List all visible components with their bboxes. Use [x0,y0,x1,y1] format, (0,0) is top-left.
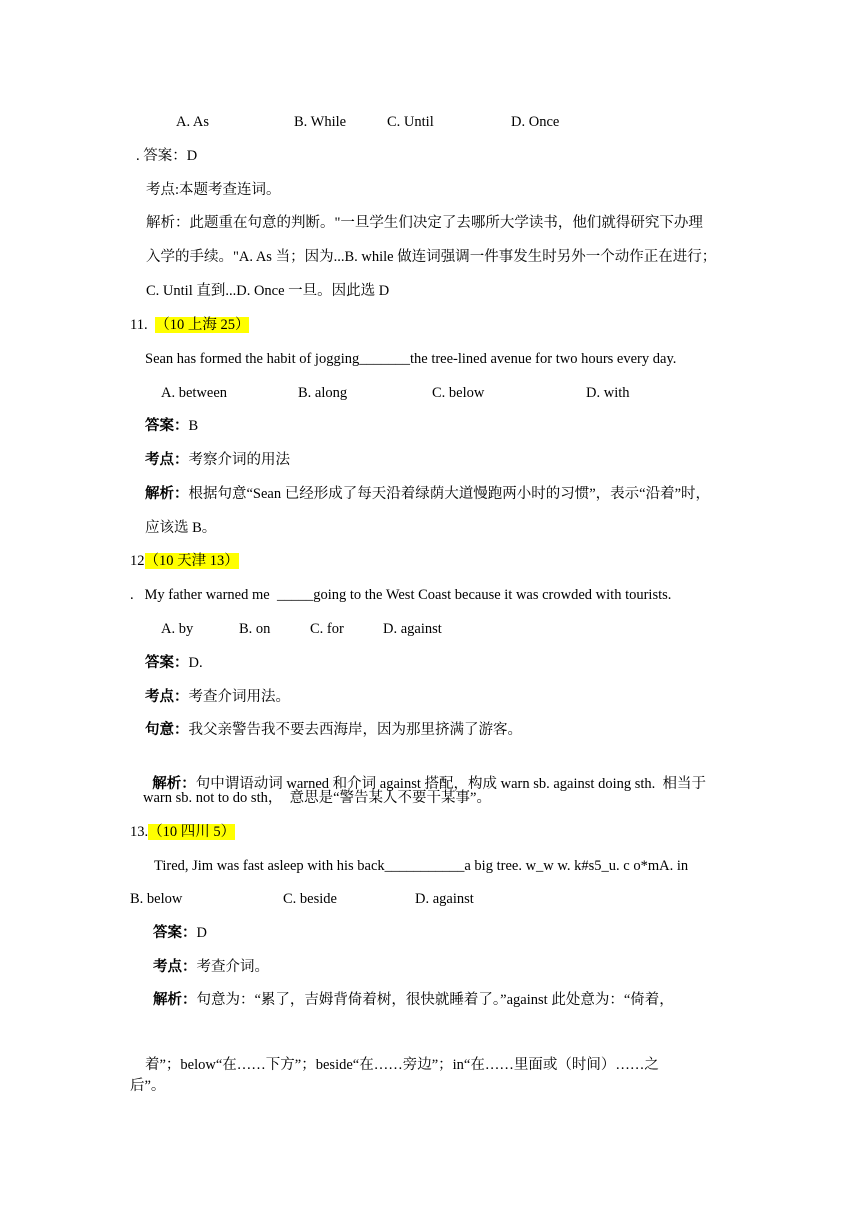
q11-option-d: D. with [586,385,630,401]
q13-option-c: C. beside [283,891,337,907]
q11-answer [145,416,198,436]
q12-point-value: 考查介词用法。 [188,689,290,705]
q12-stem: . My father warned me _____going to the West Coast because it was crowded with tourists. [130,587,672,603]
q10-option-a: A. As [176,114,210,130]
q10-analysis-line-2: 入学的手续。"A. As 当；因为...B. while 做连词强调一件事发生时另外一个动作正在进行； [146,249,717,265]
q13-answer-label: 答案： [153,925,197,941]
q10-option-c: C. Until [387,114,434,130]
q12-option-d: D. against [383,621,442,637]
q10-option-d: D. Once [511,114,560,130]
q13-analysis-text: 句意为：“累了，吉姆背倚着树，很快就睡着了。”against 此处意为：“倚着， [196,992,674,1008]
q13-header [130,822,235,842]
q12-analysis-line-2: warn sb. not to do sth， 意思是“警告某人不要干某事”。 [143,790,491,806]
q11-option-b: B. along [298,385,348,401]
q13-number: 13. [130,824,149,840]
q12-source-highlight: （10 天津 13） [144,553,239,569]
q12-answer-value: D. [188,655,203,671]
q13-stem: Tired, Jim was fast asleep with his back___________a big tree. w_w w. k#s5_u. c o*mA. in [154,858,689,874]
q12-option-b: B. on [239,621,271,637]
q11-analysis-label: 解析： [145,486,189,502]
q12-header [130,551,239,571]
q12-point [145,687,290,707]
q11-point-value: 考察介词的用法 [188,452,290,468]
q13-analysis-label: 解析： [153,992,197,1008]
q12-meaning-value: 我父亲警告我不要去西海岸，因为那里挤满了游客。 [188,722,522,738]
q11-point [145,450,290,470]
q13-source-highlight: （10 四川 5） [148,824,236,840]
q11-number: 11. [130,317,148,333]
q12-option-c: C. for [310,621,344,637]
q11-analysis-line-2: 应该选 B。 [145,520,217,536]
q11-answer-label: 答案： [145,418,189,434]
q13-analysis-line-2: 着”；below“在……下方”；beside“在……旁边”；in“在……里面或（时间）……之 [145,1057,659,1073]
q10-point: 考点:本题考查连词。 [146,182,281,198]
q13-point-value: 考查介词。 [196,959,269,975]
q10-option-b: B. While [294,114,347,130]
q13-option-b: B. below [130,891,183,907]
q13-point [153,957,269,977]
q13-analysis-line-1 [153,990,674,1010]
q12-analysis-label: 解析： [152,776,196,792]
q13-point-label: 考点： [153,959,197,975]
q12-meaning [145,720,522,740]
q12-point-label: 考点： [145,689,189,705]
q11-stem: Sean has formed the habit of jogging_______the tree-lined avenue for two hours every day. [145,351,677,367]
q11-analysis-line-1 [145,484,710,504]
q13-answer [153,923,207,943]
q11-analysis-text: 根据句意“Sean 已经形成了每天沿着绿荫大道慢跑两小时的习惯”，表示“沿着”时， [188,486,711,502]
q11-answer-value: B [188,418,199,434]
q13-option-d: D. against [415,891,474,907]
q12-answer-label: 答案： [145,655,189,671]
q12-answer [145,653,203,673]
q12-number: 12 [130,553,145,569]
q12-meaning-label: 句意： [145,722,189,738]
q12-option-a: A. by [161,621,194,637]
q11-source-highlight: （10 上海 25） [155,317,250,333]
q10-answer: . 答案：D [136,148,198,164]
q12-analysis-text: 句中谓语动词 warned 和介词 against 搭配，构成 warn sb. against doing sth. 相当于 [195,776,707,792]
q10-analysis-line-1: 解析：此题重在句意的判断。"一旦学生们决定了去哪所大学读书，他们就得研究下办理 [146,215,703,231]
q13-answer-value: D [196,925,207,941]
q13-analysis-line-3: 后”。 [130,1078,166,1094]
q11-option-a: A. between [161,385,228,401]
q11-point-label: 考点： [145,452,189,468]
q10-analysis-line-3: C. Until 直到...D. Once 一旦。因此选 D [146,283,390,299]
q11-option-c: C. below [432,385,485,401]
q11-header [130,315,249,335]
